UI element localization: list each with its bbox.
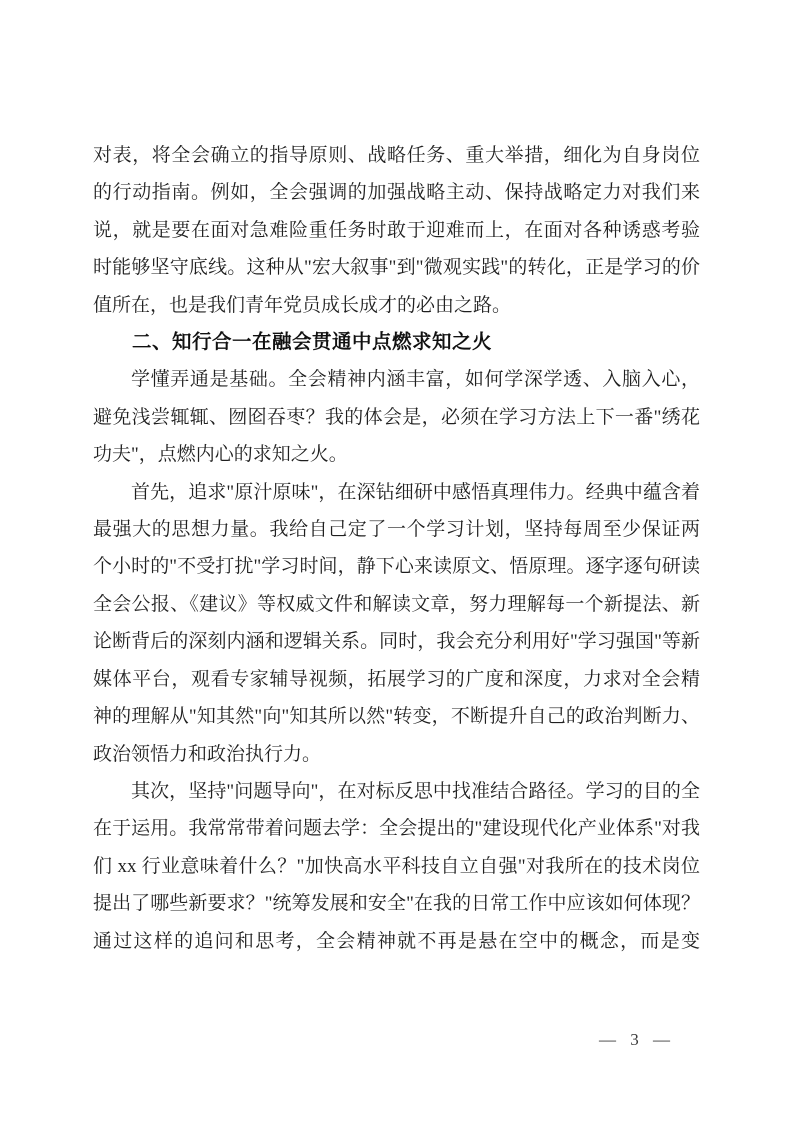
paragraph: 其次，坚持"问题导向"，在对标反思中找准结合路径。学习的目的全在于运用。我常常带着问题去学：全会提出的"建设现代化产业体系"对我们 xx 行业意味着什么？"加快高水平科技自立自强"对我所在的技术岗位提出了哪些新要求？"统筹发展和安全"在我的日常工作中应该如何体现？通过这样的追问和思考，全会精神就不再是悬在空中的概念，而是变 xyxy=(93,780,700,952)
paragraph: 首先，追求"原汁原味"，在深钻细研中感悟真理伟力。经典中蕴含着最强大的思想力量。我给自己定了一个学习计划，坚持每周至少保证两个小时的"不受打扰"学习时间，静下心来读原文、悟原理。逐字逐句研读全会公报、《建议》等权威文件和解读文章，努力理解每一个新提法、新论断背后的深刻内涵和逻辑关系。同时，我会充分利用好"学习强国"等新媒体平台，观看专家辅导视频，拓展学习的广度和深度，力求对全会精神的理解从"知其然"向"知其所以然"转变，不断提升自己的政治判断力、政治领悟力和政治执行力。 xyxy=(93,481,700,765)
paragraph: 学懂弄通是基础。全会精神内涵丰富，如何学深学透、入脑入心，避免浅尝辄辄、囫囵吞枣？我的体会是，必须在学习方法上下一番"绣花功夫"，点燃内心的求知之火。 xyxy=(93,369,700,466)
paragraph-continuation: 对表，将全会确立的指导原则、战略任务、重大举措，细化为自身岗位的行动指南。例如，全会强调的加强战略主动、保持战略定力对我们来说，就是要在面对急难险重任务时敢于迎难而上，在面对各种诱惑考验时能够坚守底线。这种从"宏大叙事"到"微观实践"的转化，正是学习的价值所在，也是我们青年党员成长成才的必由之路。 xyxy=(93,145,700,316)
page-number: — 3 — xyxy=(599,1030,670,1049)
section-heading: 二、知行合一在融会贯通中点燃求知之火 xyxy=(132,331,493,354)
document-body xyxy=(93,137,700,960)
